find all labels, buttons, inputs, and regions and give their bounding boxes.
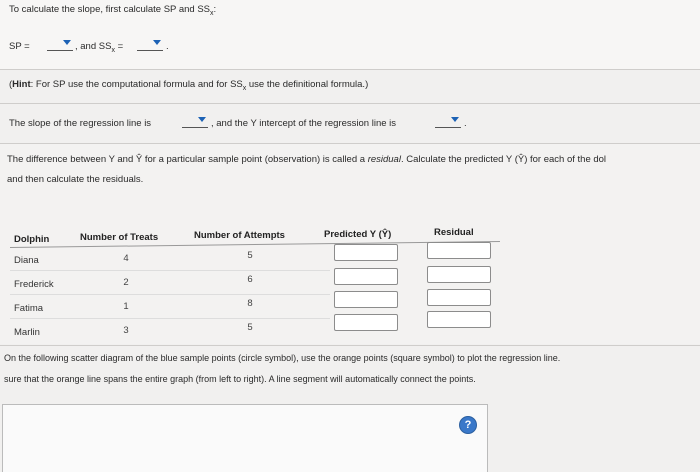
residual-input[interactable] — [427, 289, 491, 306]
dolphin-name: Fatima — [14, 303, 44, 314]
col-header-residual: Residual — [434, 227, 474, 238]
attempts-value: 5 — [247, 322, 253, 333]
intercept-period: . — [464, 118, 467, 129]
predicted-y-input[interactable] — [334, 244, 398, 261]
col-header-attempts: Number of Attempts — [194, 230, 285, 241]
help-button[interactable]: ? — [459, 416, 477, 434]
residual-input[interactable] — [427, 311, 491, 328]
intercept-dropdown[interactable] — [435, 116, 461, 128]
treats-value: 4 — [123, 253, 129, 264]
attempts-value: 6 — [247, 274, 253, 285]
hint-text: (Hint: For SP use the computational formula and for $SS_x$ use the definitional formula.) — [9, 79, 369, 92]
scatter-instruction-line2: sure that the orange line spans the entire graph (from left to right). A line segment will automatically connect the points. — [4, 374, 476, 384]
residual-input[interactable] — [427, 242, 491, 259]
ss-label: , and $SS_x$ = — [75, 41, 124, 54]
chevron-down-icon — [198, 117, 206, 122]
sp-period: . — [166, 41, 169, 52]
residual-input[interactable] — [427, 266, 491, 283]
treats-value: 3 — [123, 325, 129, 336]
divider — [0, 345, 700, 346]
divider — [0, 69, 700, 70]
residual-instruction-line1: The difference between Y and Ŷ for a particular sample point (observation) is called a residual. Calculate the predicted Y (Ŷ) for each of the dol — [7, 154, 607, 165]
sp-instruction: To calculate the slope, first calculate SP and $SS_x$: — [9, 4, 217, 17]
scatter-instruction-line1: On the following scatter diagram of the blue sample points (circle symbol), use the orange points (square symbol) to plot the regression line. — [4, 353, 561, 363]
dolphin-name: Diana — [14, 255, 39, 266]
chevron-down-icon — [451, 117, 459, 122]
col-header-predicted: Predicted Y (Ŷ) — [324, 229, 392, 240]
scatter-graph-area[interactable] — [2, 404, 488, 472]
attempts-value: 8 — [247, 298, 253, 309]
sp-dropdown[interactable] — [47, 39, 73, 51]
divider — [0, 103, 700, 104]
chevron-down-icon — [63, 40, 71, 45]
predicted-y-input[interactable] — [334, 291, 398, 308]
predicted-y-input[interactable] — [334, 268, 398, 285]
treats-value: 1 — [123, 301, 129, 312]
sp-label: SP = — [9, 41, 30, 52]
chevron-down-icon — [153, 40, 161, 45]
predicted-y-input[interactable] — [334, 314, 398, 331]
ssx-dropdown[interactable] — [137, 39, 163, 51]
intercept-text: , and the Y intercept of the regression line is — [211, 118, 397, 129]
slope-dropdown[interactable] — [182, 116, 208, 128]
row-divider — [10, 294, 330, 295]
col-header-treats: Number of Treats — [80, 232, 159, 243]
attempts-value: 5 — [247, 250, 253, 261]
dolphin-name: Marlin — [14, 327, 40, 338]
slope-text: The slope of the regression line is — [9, 118, 152, 129]
row-divider — [10, 270, 330, 271]
dolphin-name: Frederick — [14, 279, 54, 290]
col-header-dolphin: Dolphin — [14, 234, 50, 245]
treats-value: 2 — [123, 277, 129, 288]
row-divider — [10, 318, 330, 319]
residual-instruction-line2: and then calculate the residuals. — [7, 174, 144, 185]
